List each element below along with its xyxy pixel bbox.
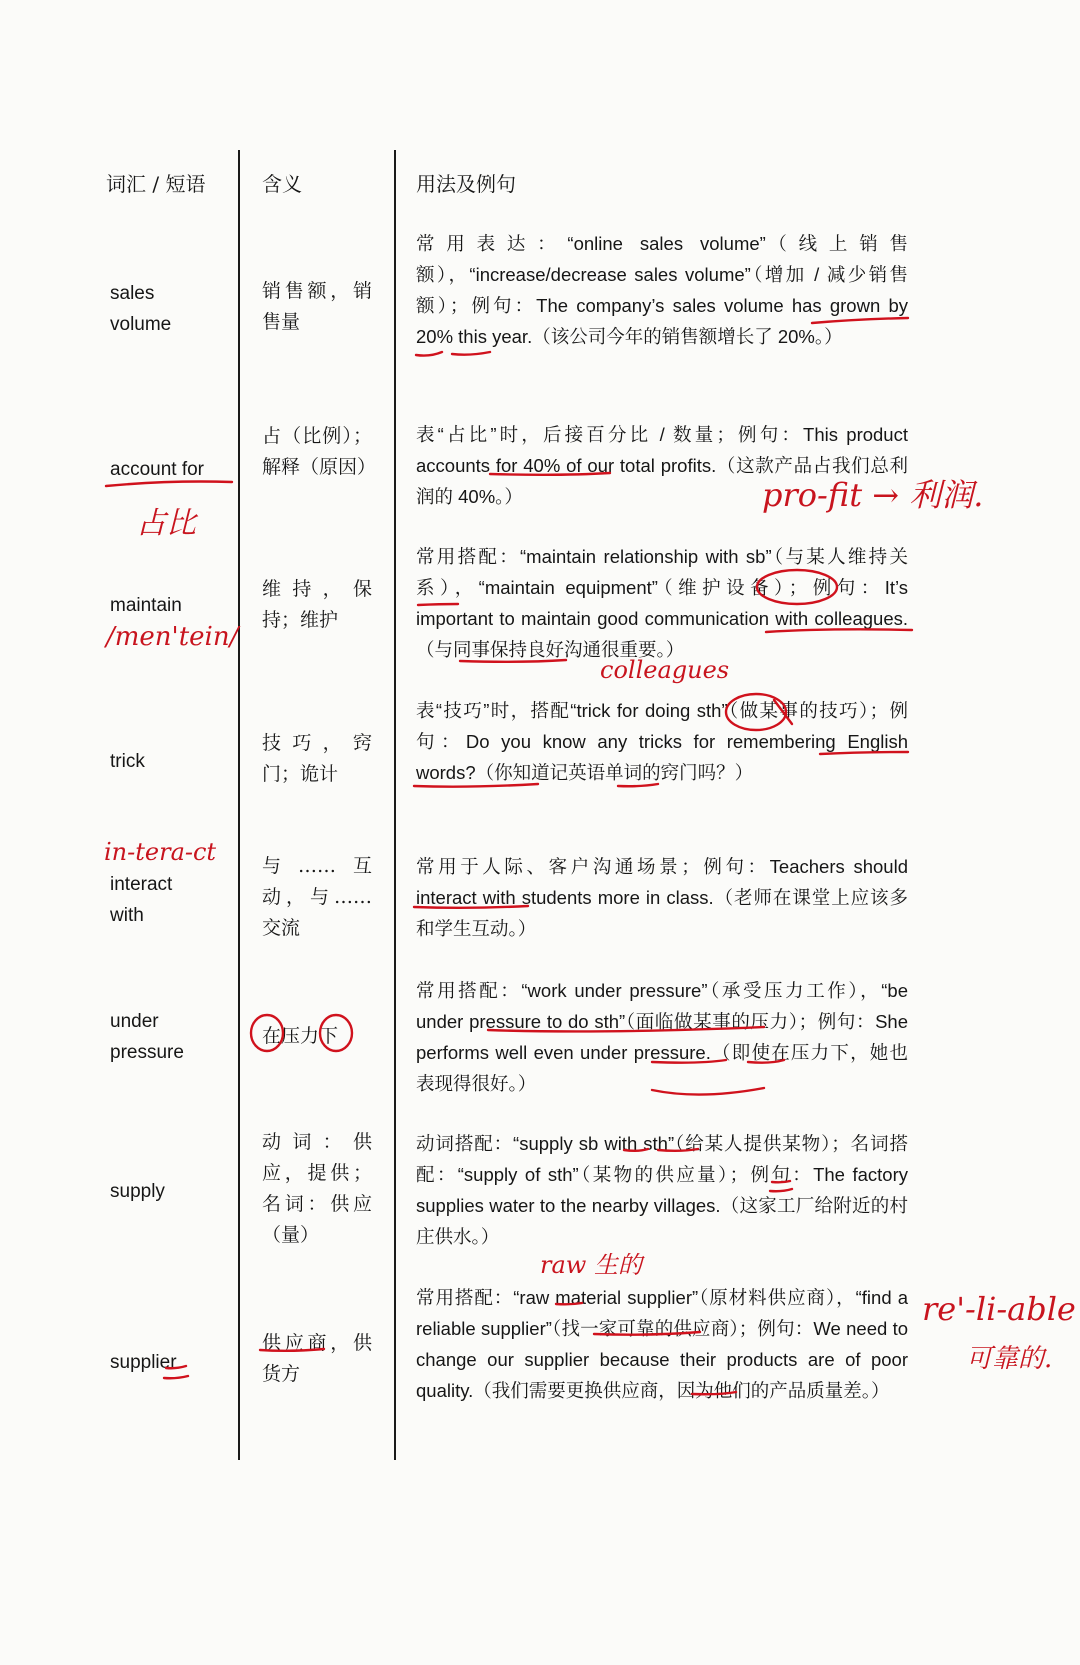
vocab-usage: 常用表达：“online sales volume”（线上销售额），“increase/decrease sales volume”（增加 / 减少销售额）；例句：The company’s sales volume has grown by 20% this year.（该公司今年的销售额增长了 20%。） bbox=[416, 233, 908, 347]
vocab-word: trick bbox=[110, 751, 145, 772]
handwritten-note-profit: pro-fit → 利润. bbox=[762, 476, 984, 514]
handwritten-note-interact: in-tera-ct bbox=[104, 838, 217, 866]
vocab-usage: 常用搭配：“work under pressure”（承受压力工作），“be under pressure to do sth”（面临做某事的压力）；例句：She performs well even under pressure.（即使在压力下，她也表现得很好。） bbox=[416, 980, 908, 1094]
handwritten-note-reliable: re'-li-able bbox=[922, 1290, 1076, 1328]
vocab-word: supply bbox=[110, 1181, 165, 1202]
vocab-usage: 常用搭配：“raw material supplier”（原材料供应商），“find a reliable supplier”（找一家可靠的供应商）；例句：We need to change our supplier because their products are of poor quality.（我们需要更换供应商，因为他们的产品质量差。） bbox=[416, 1287, 908, 1401]
underline-stroke bbox=[416, 352, 442, 356]
vocab-meaning: 技巧，窍门；诡计 bbox=[262, 732, 372, 785]
handwritten-note-colleagues: colleagues bbox=[600, 656, 730, 684]
vocab-usage: 表“技巧”时，搭配“trick for doing sth”（做某事的技巧）；例句：Do you know any tricks for remembering English words?（你知道记英语单词的窍门吗？） bbox=[416, 700, 908, 783]
underline-stroke bbox=[452, 352, 490, 355]
vocab-usage: 常用搭配：“maintain relationship with sb”（与某人维持关系），“maintain equipment”（维护设备）；例句：It’s important to maintain good communication with colleagues.（与同事保持良好沟通很重要。） bbox=[416, 546, 908, 660]
vocab-word: under pressure bbox=[110, 1011, 184, 1063]
vocab-meaning: 供应商，供货方 bbox=[262, 1332, 372, 1385]
handwritten-note-zhanbi: 占比 bbox=[136, 506, 196, 541]
header-word: 词汇 / 短语 bbox=[106, 172, 206, 196]
vocab-meaning: 销售额，销售量 bbox=[262, 280, 372, 333]
header-usage: 用法及例句 bbox=[416, 172, 516, 196]
vocab-meaning: 动词：供应，提供；名词：供应（量） bbox=[262, 1131, 372, 1246]
header-meaning: 含义 bbox=[262, 172, 302, 196]
vocab-usage: 表“占比”时，后接百分比 / 数量；例句：This product accounts for 40% of our total profits.（这款产品占我们总利润的 40%。） bbox=[416, 424, 908, 507]
handwritten-note-raw: raw 生的 bbox=[540, 1251, 642, 1279]
vocab-meaning: 维持，保持；维护 bbox=[262, 578, 372, 631]
vocab-usage: 动词搭配：“supply sb with sth”（给某人提供某物）；名词搭配：“supply of sth”（某物的供应量）；例句：The factory supplies water to the nearby villages.（这家工厂给附近的村庄供水。） bbox=[416, 1133, 908, 1247]
column-divider-2 bbox=[394, 150, 396, 1460]
handwritten-note-kekao: 可靠的. bbox=[966, 1344, 1053, 1374]
handwritten-note-maintain-ipa: /men'tein/ bbox=[106, 622, 239, 652]
vocab-meaning: 占（比例）；解释（原因） bbox=[262, 425, 377, 478]
vocab-word: supplier bbox=[110, 1352, 177, 1373]
vocab-meaning: 在压力下 bbox=[262, 1025, 339, 1047]
vocab-word: sales volume bbox=[110, 283, 172, 335]
vocab-usage: 常用于人际、客户沟通场景；例句：Teachers should interact with students more in class.（老师在课堂上应该多和学生互动。） bbox=[416, 856, 908, 939]
column-divider-1 bbox=[238, 150, 240, 1460]
vocab-word: interact with bbox=[110, 874, 173, 926]
vocab-meaning: 与……互动，与……交流 bbox=[262, 855, 372, 939]
vocab-word: maintain bbox=[110, 595, 182, 616]
vocab-word: account for bbox=[110, 459, 204, 480]
